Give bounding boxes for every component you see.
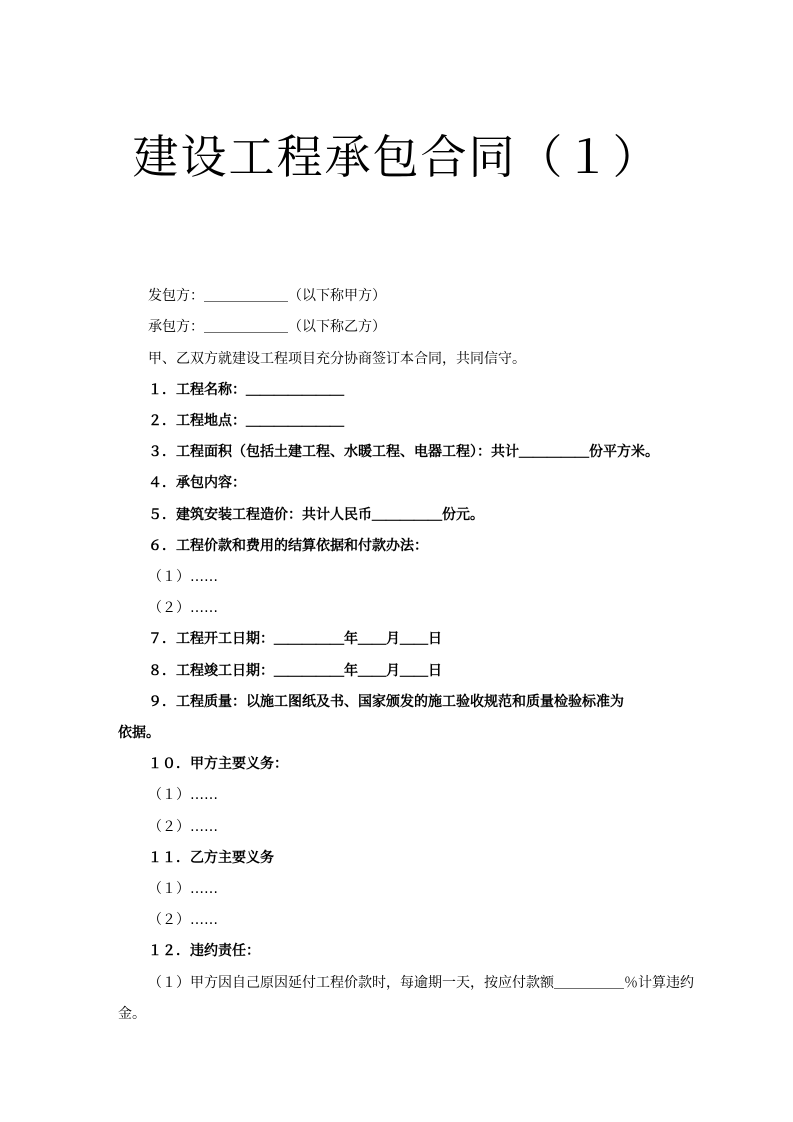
clause-6-item-1: （１）…… xyxy=(148,569,218,585)
clause-11-party-b-duties: １１．乙方主要义务 xyxy=(148,850,274,866)
clause-12-item-1: （１）甲方因自己原因延付工程价款时，每逾期一天，按应付款额＿＿＿＿＿％计算违约 xyxy=(148,975,694,991)
clause-12-item-1-continued: 金。 xyxy=(118,1006,146,1022)
clause-10-party-a-duties: １０．甲方主要义务： xyxy=(148,756,288,772)
contract-party-a: 发包方：＿＿＿＿＿＿（以下称甲方） xyxy=(148,288,386,304)
clause-7-start-date: ７．工程开工日期：＿＿＿＿＿年＿＿月＿＿日 xyxy=(148,631,442,647)
clause-9-quality-continued: 依据。 xyxy=(118,725,160,741)
clause-10-item-2: （２）…… xyxy=(148,819,218,835)
clause-11-item-2: （２）…… xyxy=(148,912,218,928)
clause-10-item-1: （１）…… xyxy=(148,787,218,803)
clause-12-liability: １２．违约责任： xyxy=(148,943,260,959)
clause-11-item-1: （１）…… xyxy=(148,881,218,897)
clause-8-completion-date: ８．工程竣工日期：＿＿＿＿＿年＿＿月＿＿日 xyxy=(148,663,442,679)
document-title: 建设工程承包合同（１） xyxy=(132,130,661,184)
clause-6-item-2: （２）…… xyxy=(148,600,218,616)
clause-3-project-area: ３．工程面积（包括土建工程、水暖工程、电器工程）：共计＿＿＿＿＿份平方米。 xyxy=(148,444,659,460)
clause-1-project-name: １．工程名称：＿＿＿＿＿＿＿ xyxy=(148,382,344,398)
clause-6-settlement: ６．工程价款和费用的结算依据和付款办法： xyxy=(148,538,428,554)
contract-preamble: 甲、乙双方就建设工程项目充分协商签订本合同，共同信守。 xyxy=(148,351,526,367)
clause-5-cost: ５．建筑安装工程造价：共计人民币＿＿＿＿＿份元。 xyxy=(148,507,484,523)
clause-4-scope: ４．承包内容： xyxy=(148,475,246,491)
contract-party-b: 承包方：＿＿＿＿＿＿（以下称乙方） xyxy=(148,319,386,335)
clause-2-project-location: ２．工程地点：＿＿＿＿＿＿＿ xyxy=(148,413,344,429)
clause-9-quality: ９．工程质量：以施工图纸及书、国家颁发的施工验收规范和质量检验标准为 xyxy=(148,694,624,710)
